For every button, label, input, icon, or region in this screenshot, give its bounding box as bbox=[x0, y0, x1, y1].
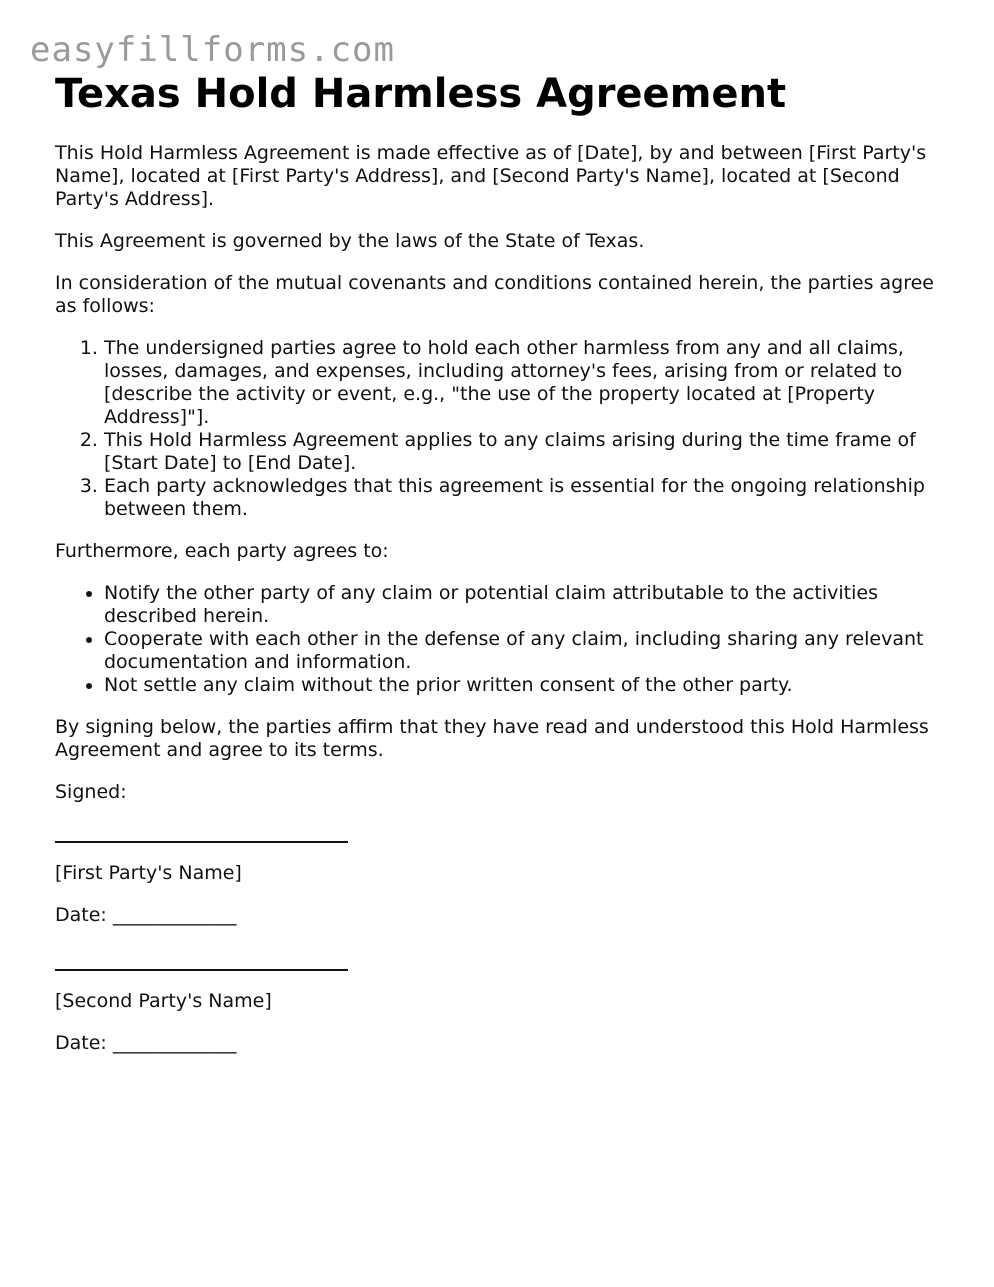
second-party-name: [Second Party's Name] bbox=[55, 990, 272, 1012]
furthermore-paragraph: Furthermore, each party agrees to: bbox=[55, 540, 389, 562]
list-item: • Notify the other party of any claim or potential claim attributable to the activities described herein. bbox=[104, 582, 945, 628]
governing-law-paragraph: This Agreement is governed by the laws of the State of Texas. bbox=[55, 230, 645, 252]
list-item: 2. This Hold Harmless Agreement applies to any claims arising during the time frame of [Start Date] to [End Date]. bbox=[104, 429, 945, 475]
consideration-paragraph: In consideration of the mutual covenants and conditions contained herein, the parties agree as follows: bbox=[55, 272, 934, 317]
first-party-name: [First Party's Name] bbox=[55, 862, 242, 884]
numbered-terms-list bbox=[55, 337, 945, 521]
first-party-signature-line[interactable] bbox=[55, 841, 348, 843]
list-item: 3. Each party acknowledges that this agreement is essential for the ongoing relationship between them. bbox=[104, 475, 945, 521]
document-title: Texas Hold Harmless Agreement bbox=[55, 71, 787, 117]
first-party-date-field[interactable]: Date: _____________ bbox=[55, 904, 237, 926]
affirmation-paragraph: By signing below, the parties affirm that they have read and understood this Hold Harmless Agreement and agree to its terms. bbox=[55, 716, 929, 761]
second-party-signature-line[interactable] bbox=[55, 969, 348, 971]
list-item: • Not settle any claim without the prior written consent of the other party. bbox=[104, 674, 945, 697]
list-item: 1. The undersigned parties agree to hold each other harmless from any and all claims, losses, damages, and expenses, including attorney's fees, arising from or related to [describe the activity or event, e.g., "the use of the property located at [Property Address]"]. bbox=[104, 337, 945, 429]
list-item: • Cooperate with each other in the defense of any claim, including sharing any relevant documentation and information. bbox=[104, 628, 945, 674]
obligations-bullet-list bbox=[55, 582, 945, 697]
document-page bbox=[55, 70, 945, 1074]
second-party-date-field[interactable]: Date: _____________ bbox=[55, 1032, 237, 1054]
watermark: easyfillforms.com bbox=[30, 30, 395, 70]
intro-paragraph: This Hold Harmless Agreement is made effective as of [Date], by and between [First Party's Name], located at [First Party's Address], and [Second Party's Name], located at [Second Party's Address]. bbox=[55, 142, 927, 210]
signed-label: Signed: bbox=[55, 781, 127, 803]
